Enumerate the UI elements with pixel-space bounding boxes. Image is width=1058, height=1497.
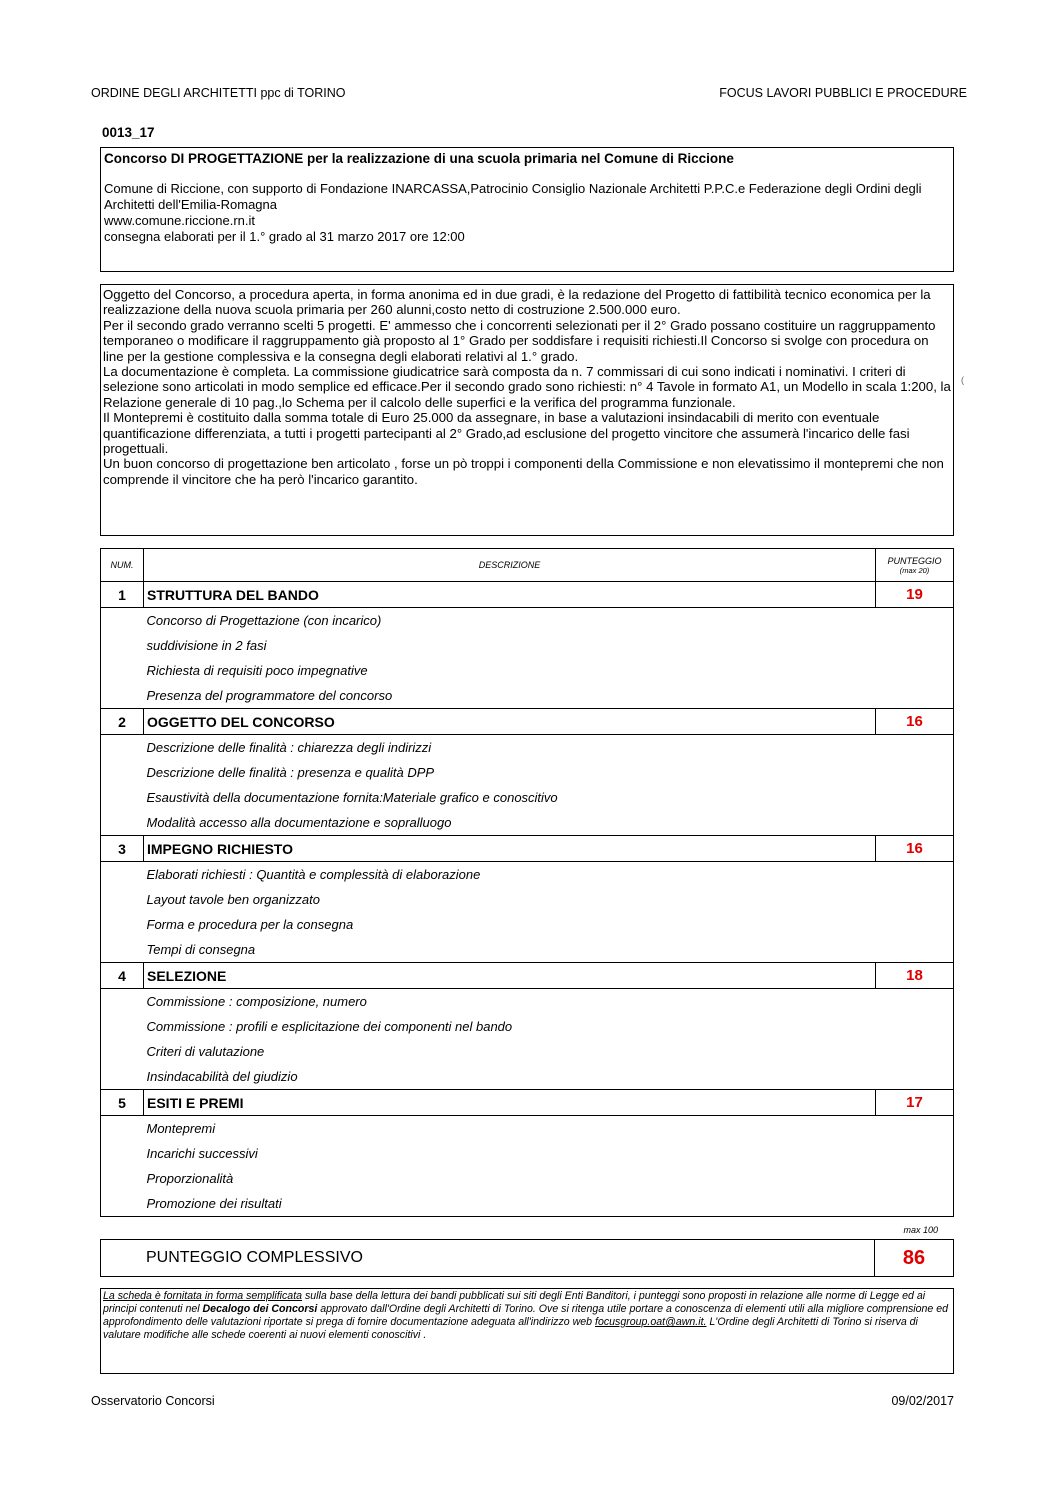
criterion-label: Proporzionalità [146, 1171, 234, 1186]
criterion-row [101, 608, 954, 634]
description-paragraph: Il Montepremi è costituito dalla somma totale di Euro 25.000 da assegnare, in base a valutazioni insindacabili di merito con eventuale quantificazione differenziata, a tutti i progetti partecipanti al 2° Grado,ad esclusione del progetto vincitore che assumerà l'incarico delle fasi progettuali. [103, 410, 910, 457]
header-organization: ORDINE DEGLI ARCHITETTI ppc di TORINO [91, 86, 346, 100]
criterion-row [101, 683, 954, 709]
criterion-score-cell [876, 912, 954, 937]
website-text: www.comune.riccione.rn.it [104, 213, 255, 228]
criterion-spacer [101, 735, 144, 761]
section-score: 16 [876, 836, 954, 862]
section-score: 17 [876, 1090, 954, 1116]
section-number: 3 [101, 836, 144, 862]
criterion-label: Elaborati richiesti : Quantità e complessità di elaborazione [146, 867, 481, 882]
criterion-label: Incarichi successivi [146, 1146, 258, 1161]
section-number: 5 [101, 1090, 144, 1116]
section-title: STRUTTURA DEL BANDO [144, 582, 876, 608]
criterion-row [101, 658, 954, 683]
footnote-text: approvato dall'Ordine degli Architetti di Torino. Ove si ritenga utile portare a conoscenza di elementi utili alla migliore comprensione ed approfondimento delle valutazioni riportate si prega di fornire documentazione adeguata all'indirizzo web [103, 1303, 949, 1328]
criterion-score-cell [876, 683, 954, 709]
side-mark: ( [961, 375, 964, 385]
criterion-spacer [101, 633, 144, 658]
criterion-label: Tempi di consegna [144, 937, 876, 963]
record-code: 0013_17 [102, 125, 155, 140]
section-row [101, 963, 954, 989]
section-row [101, 709, 954, 735]
score-table [100, 548, 954, 1217]
criterion-row [101, 887, 954, 912]
section-title: OGGETTO DEL CONCORSO [144, 709, 876, 735]
footer-left: Osservatorio Concorsi [91, 1394, 215, 1408]
section-title: ESITI E PREMI [144, 1090, 876, 1116]
criterion-spacer [101, 760, 144, 785]
description-paragraph: Per il secondo grado verranno scelti 5 progetti. E' ammesso che i concorrenti selezionati per il 2° Grado possano costituire un raggruppamento temporaneo o modificare il raggruppamento già proposto al 1° Grado per soddisfare i requisiti richiesti.Il Concorso si svolge con procedura on line per la gestione complessiva e la consegna degli elaborati relativi al 1.° grado. [103, 317, 936, 364]
description-paragraph: La documentazione è completa. La commissione giudicatrice sarà composta da n. 7 commissari di cui sono indicati i nominativi. I criteri di selezione sono articolati in modo semplice ed efficace.Per il secondo grado sono richiesti: n° 4 Tavole in formato A1, un Modello in scala 1:200, la Relazione generale di 10 pag.,lo Schema per il calcolo delle superfici e la verifica del programma funzionale. [103, 364, 951, 410]
organizer-text: Comune di Riccione, con supporto di Fondazione INARCASSA,Patrocinio Consiglio Nazionale Architetti P.P.C.e Federazione degli Ordini degli Architetti dell'Emilia-Romagna [104, 181, 922, 212]
col-num-header: NUM. [101, 549, 144, 582]
criterion-spacer [101, 1014, 144, 1039]
criterion-score-cell [876, 1141, 954, 1166]
total-score-label: PUNTEGGIO COMPLESSIVO [146, 1249, 363, 1266]
max-score-note: max 100 [903, 1225, 938, 1235]
criterion-label: Richiesta di requisiti poco impegnative [146, 663, 368, 678]
col-score-max: (max 20) [899, 565, 930, 575]
criterion-spacer [101, 1191, 144, 1217]
criterion-row [101, 1191, 954, 1217]
criterion-row [101, 1014, 954, 1039]
section-number: 4 [101, 963, 144, 989]
criterion-score-cell [876, 862, 954, 888]
criterion-spacer [101, 912, 144, 937]
section-title: IMPEGNO RICHIESTO [144, 836, 876, 862]
criterion-score-cell [876, 810, 954, 836]
criterion-spacer [101, 989, 144, 1015]
section-row [101, 582, 954, 608]
criterion-score-cell [876, 1166, 954, 1191]
description-box [100, 284, 954, 536]
criterion-spacer [101, 1064, 144, 1090]
section-row [101, 836, 954, 862]
deadline-text: consegna elaborati per il 1.° grado al 31 marzo 2017 ore 12:00 [104, 229, 465, 244]
criterion-spacer [101, 810, 144, 836]
section-number: 2 [101, 709, 144, 735]
criterion-score-cell [876, 1116, 954, 1142]
criterion-spacer [101, 1166, 144, 1191]
criterion-score-cell [876, 937, 954, 963]
description-paragraph: Un buon concorso di progettazione ben articolato , forse un pò troppi i componenti della Commissione e non elevatissimo il montepremi che non comprende il vincitore che ha però l'incarico garantito. [103, 456, 944, 487]
criterion-label: suddivisione in 2 fasi [146, 638, 267, 653]
criterion-score-cell [876, 608, 954, 634]
criterion-row [101, 912, 954, 937]
competition-info-box [100, 147, 954, 272]
col-desc-header: DESCRIZIONE [144, 549, 876, 582]
total-score-box [100, 1239, 954, 1277]
criterion-spacer [101, 608, 144, 634]
criterion-score-cell [876, 1014, 954, 1039]
criterion-spacer [101, 887, 144, 912]
criterion-spacer [101, 1039, 144, 1064]
criterion-score-cell [876, 887, 954, 912]
col-score-header [876, 549, 954, 582]
footer-date: 09/02/2017 [891, 1394, 954, 1408]
criterion-score-cell [876, 633, 954, 658]
criterion-score-cell [876, 785, 954, 810]
criterion-spacer [101, 658, 144, 683]
criterion-score-cell [876, 989, 954, 1015]
criterion-score-cell [876, 735, 954, 761]
criterion-label: Forma e procedura per la consegna [146, 917, 354, 932]
header-section: FOCUS LAVORI PUBBLICI E PROCEDURE [719, 86, 967, 100]
criterion-spacer [101, 683, 144, 709]
section-score: 19 [876, 582, 954, 608]
section-title: SELEZIONE [144, 963, 876, 989]
criterion-label: Esaustività della documentazione fornita:Materiale grafico e conoscitivo [146, 790, 558, 805]
criterion-label: Descrizione delle finalità : chiarezza degli indirizzi [146, 740, 432, 755]
criterion-score-cell [876, 1039, 954, 1064]
description-paragraph: Oggetto del Concorso, a procedura aperta, in forma anonima ed in due gradi, è la redazione del Progetto di fattibilità tecnico economica per la realizzazione della nuova scuola primaria per 260 alunni,costo netto di costruzione 2.500.000 euro. [103, 287, 931, 318]
total-score-value: 86 [874, 1239, 953, 1277]
criterion-row [101, 785, 954, 810]
criterion-score-cell [876, 1064, 954, 1090]
criterion-label: Commissione : composizione, numero [146, 994, 367, 1009]
section-score: 18 [876, 963, 954, 989]
footnote-text: sulla base della lettura dei bandi pubblicati sui siti degli Enti Banditori, i punteggi sono proposti in relazione alle norme di Legge ed ai principi contenuti nel [103, 1290, 926, 1315]
criterion-row [101, 760, 954, 785]
criterion-row [101, 1064, 954, 1090]
criterion-row [101, 810, 954, 836]
footnote-text: L'Ordine degli Architetti di Torino si riserva di valutare modifiche alle schede coerenti ai nuovi elementi conoscitivi . [103, 1316, 918, 1341]
criterion-score-cell [876, 760, 954, 785]
criterion-row [101, 989, 954, 1015]
competition-title: Concorso DI PROGETTAZIONE per la realizzazione di una scuola primaria nel Comune di Riccione [104, 151, 734, 166]
footnote-email-link[interactable]: focusgroup.oat@awn.it. [595, 1316, 707, 1328]
criterion-row [101, 633, 954, 658]
criterion-spacer [101, 785, 144, 810]
criterion-spacer [101, 1116, 144, 1142]
criterion-label: Layout tavole ben organizzato [146, 892, 320, 907]
criterion-spacer [101, 937, 144, 963]
criterion-row [101, 1039, 954, 1064]
criterion-label: Presenza del programmatore del concorso [144, 683, 876, 709]
criterion-score-cell [876, 1191, 954, 1217]
criterion-score-cell [876, 658, 954, 683]
criterion-spacer [101, 862, 144, 888]
criterion-label: Concorso di Progettazione (con incarico) [146, 613, 382, 628]
criterion-label: Promozione dei risultati [144, 1191, 876, 1217]
criterion-row [101, 1141, 954, 1166]
criterion-label: Descrizione delle finalità : presenza e qualità DPP [146, 765, 435, 780]
criterion-row [101, 735, 954, 761]
criterion-label: Montepremi [146, 1121, 216, 1136]
footnote-link[interactable]: La scheda è fornitata in forma semplificata [103, 1290, 303, 1302]
criterion-row [101, 1116, 954, 1142]
col-score-label: PUNTEGGIO [887, 555, 942, 566]
criterion-label: Commissione : profili e esplicitazione dei componenti nel bando [146, 1019, 513, 1034]
criterion-row [101, 862, 954, 888]
table-header-row [101, 549, 954, 582]
footnote-box [100, 1288, 954, 1374]
footnote-bold: Decalogo dei Concorsi [202, 1303, 318, 1315]
criterion-label: Criteri di valutazione [146, 1044, 265, 1059]
section-score: 16 [876, 709, 954, 735]
section-number: 1 [101, 582, 144, 608]
criterion-row [101, 937, 954, 963]
criterion-label: Modalità accesso alla documentazione e sopralluogo [144, 810, 876, 836]
criterion-label: Insindacabilità del giudizio [144, 1064, 876, 1090]
criterion-spacer [101, 1141, 144, 1166]
criterion-row [101, 1166, 954, 1191]
section-row [101, 1090, 954, 1116]
